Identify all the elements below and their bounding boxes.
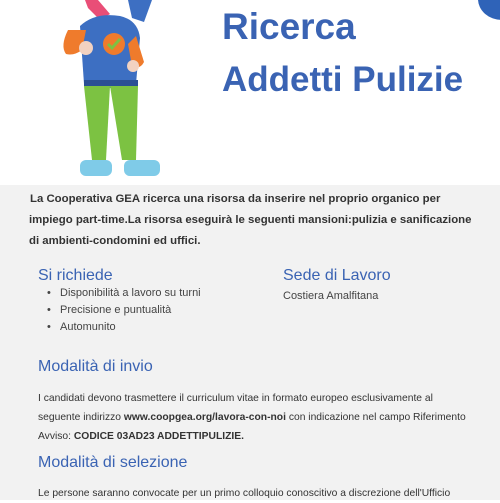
intro-line: di ambienti-condomini ed uffici. [29, 235, 201, 247]
requirements-list [46, 285, 201, 336]
submission-line [38, 427, 474, 446]
list-item [46, 319, 201, 336]
submission-paragraph [38, 389, 474, 446]
submission-line [38, 408, 474, 427]
bullet-icon: • [47, 287, 51, 299]
job-details-panel [0, 185, 500, 500]
bullet-icon: • [47, 321, 51, 333]
intro-line: impiego part-time.La risorsa eseguirà le seguenti mansioni:pulizia e sanificazione [29, 214, 472, 226]
selection-paragraph [38, 484, 474, 503]
requirements-heading: Si richiede [38, 267, 113, 284]
selection-line: Le persone saranno convocate per un primo colloquio conoscitivo a discrezione dell'Ufficio [38, 488, 451, 499]
title-line-2: Addetti Pulizie [222, 60, 464, 99]
checkmark-icon [103, 33, 125, 55]
submission-line: I candidati devono trasmettere il curriculum vitae in formato europeo esclusivamente al [38, 393, 433, 404]
text-fragment: seguente indirizzo [38, 412, 124, 423]
bullet-icon: • [47, 304, 51, 316]
application-link[interactable]: www.coopgea.org/lavora-con-noi [123, 412, 286, 423]
hero-banner [0, 0, 500, 185]
intro-line: La Cooperativa GEA ricerca una risorsa da inserire nel proprio organico per [30, 193, 441, 205]
text-fragment: con indicazione nel campo Riferimento [285, 412, 466, 423]
location-value: Costiera Amalfitana [283, 290, 379, 302]
list-item-label: Automunito [60, 321, 116, 333]
location-heading: Sede di Lavoro [283, 267, 391, 284]
submission-heading: Modalità di invio [38, 358, 153, 375]
intro-paragraph [29, 189, 472, 252]
cleaner-illustration [40, 0, 180, 185]
reference-code: CODICE 03AD23 ADDETTIPULIZIE. [73, 431, 244, 442]
decorative-corner-shape [478, 0, 500, 20]
text-fragment: Avviso: [38, 431, 74, 442]
title-line-1: Ricerca [222, 6, 356, 47]
list-item-label: Disponibilità a lavoro su turni [60, 287, 201, 299]
list-item [46, 285, 201, 302]
selection-heading: Modalità di selezione [38, 454, 188, 471]
list-item-label: Precisione e puntualità [60, 304, 172, 316]
list-item [46, 302, 201, 319]
